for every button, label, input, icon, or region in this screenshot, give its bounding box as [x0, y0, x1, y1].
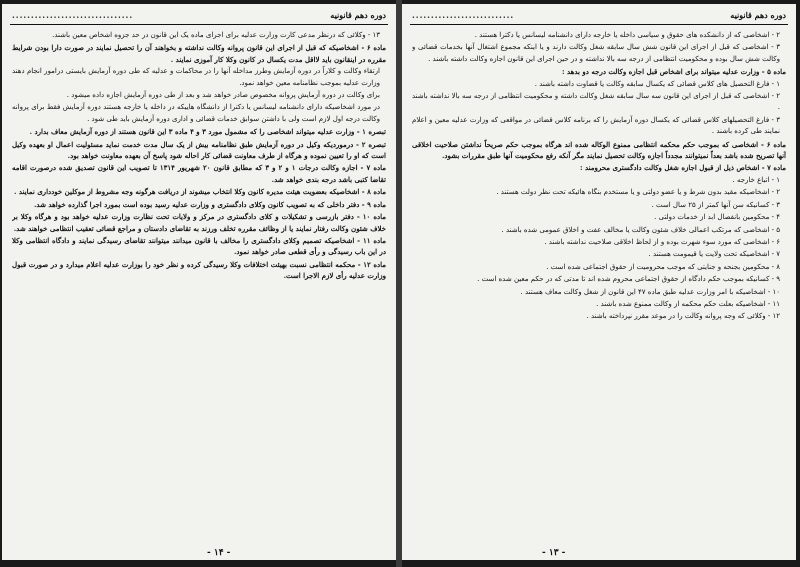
paragraph: ۱ - فارغ التحصیل های کلاس قضائی که یکسال سابقه وکالت یا قضاوت داشته باشند . [534, 79, 780, 88]
paragraph: ماده ۵ - وزارت عدلیه میتواند برای اشخاص قبل اجازه وکالت درجه دو بدهد : [561, 67, 786, 77]
paragraph: ماده ۷ - اشخاص ذیل از قبول اجازه شغل وکالت دادگستری محرومند : [579, 163, 786, 173]
right-page-body [412, 30, 786, 546]
paragraph: ماده ۱۲ - محکمه انتظامی نسبت بهیئت اختلافات وکلا رسیدگی کرده و نظر خود را بوزارت عدلیه اعلام میدارد و در صورت قبول وزارت عدلیه رأی لازم الاجرا است. [12, 259, 386, 281]
paragraph: ۲ - اشخاصیکه مقید بدون شرط و یا عضو دولتی و یا مستخدم بنگاه هائیکه تحت نظر دولت هستند . [496, 188, 780, 197]
left-header-leader: ................................ [12, 10, 134, 20]
paragraph: ۳ - فارغ التحصیلهای کلاس قضائی که یکسال دوره آزمایش را که برنامه کلاس قضائی در مواقعی که وزارت عدلیه معین و اعلام نمایند طی کرده باشند . [412, 115, 780, 136]
right-running-header [412, 10, 786, 24]
paragraph: ماده ۶ - اشخاصی که بموجب حکم محکمه انتظامی ممنوع الوکاله شده اند هرگاه بموجب حکم صریحاً نداشتن صلاحیت اخلاقی آنها تصریح شده باشد بعداً نمیتوانند مجدداً اجازه وکالت تحصیل نمایند مگر آنکه رفع محکومیت آنها طبق مقررات بشود. [412, 139, 786, 161]
paragraph: ۵ - اشخاصی که مرتکب اعمالی خلاف شئون وکالت یا مخالف عفت و اخلاق عمومی شده باشند . [501, 225, 780, 234]
right-page [402, 4, 796, 560]
left-header-rule [10, 24, 388, 25]
paragraph: برای وکالت در دوره آزمایش پروانه مخصوص صادر خواهد شد و بعد از طی دوره آزمایش اجازه داده میشود . [66, 91, 380, 100]
paragraph: ۳ - اشخاصی که قبل از اجرای این قانون شش سال سابقه شغل وکالت دارند و یا اینکه مجموع اشتغال آنها بخدمات قضائی و وکالت شش سال بوده و محکومیت انتظامی از درجه سه بالا نداشته و در حین اجرای این قانون اجازه وکالت داشته باشند . [412, 43, 780, 63]
right-header-rule [410, 24, 788, 25]
paragraph: ماده ۸ - اشخاصیکه بعضویت هیئت مدیره کانون وکلا انتخاب میشوند از دریافت هرگونه وجه مشروط از موکلین خودداری نمایند . [14, 187, 386, 197]
paragraph: در مورد اشخاصیکه دارای دانشنامه لیسانس یا دکترا از دانشگاه هاییکه در داخله یا خارجه هستند دوره آزمایش فقط برای پروانه وکالت درجه اول لازم است ولی با داشتن سوابق خدمات قضائی و اداری دوره آزمایش باید طی شود . [12, 103, 380, 123]
paragraph: ۲ - اشخاصی که قبل از اجرای این قانون سه سال سابقه شغل وکالت داشته و محکومیت انتظامی از درجه سه بالا نداشته باشند . [412, 92, 780, 112]
right-page-number: - ۱۳ - [542, 548, 566, 558]
right-header-leader: ........................... [412, 10, 515, 20]
left-page [2, 4, 396, 560]
paragraph: ۲ - اشخاصی که از دانشکده های حقوق و سیاسی داخله یا خارجه دارای دانشنامه لیسانس یا دکترا هستند . [474, 31, 780, 39]
paragraph: ماده ۷ - اجازه وکالت درجات ۱ و ۲ و ۳ که مطابق قانون ۲۰ شهریور ۱۳۱۴ تا تصویب این قانون تصدیق شده درصورت اقامه تقاضا کتبی باشد درجه بندی خواهد شد. [12, 163, 386, 184]
paragraph: ماده ۹ - دفتر داخلی که به تصویب کانون وکلای دادگستری و وزارت عدلیه رسید بوده است بمورد اجرا گذارده خواهد شد. [34, 199, 386, 209]
left-page-body [12, 30, 386, 546]
paragraph: ۱۱ - اشخاصیکه بعلت حکم محکمه از وکالت ممنوع شده باشند . [596, 299, 780, 308]
left-page-number: - ۱۴ - [207, 548, 231, 558]
right-header-title: دوره دهم قانونیه [730, 10, 786, 20]
paragraph: ۱۳ - وکلائی که درنظر مدعی کارت وزارت عدلیه برای اجرای ماده یک این قانون در حد جزوه اشخاص معین باشند. [52, 31, 380, 39]
paragraph: تبصره ۱ - وزارت عدلیه میتواند اشخاصی را که مشمول مورد ۳ و ۴ ماده ۳ این قانون هستند از دوره آزمایش معاف بدارد . [29, 127, 386, 137]
left-header-title: دوره دهم قانونیه [330, 10, 386, 20]
paragraph: ۹ - کسانیکه بموجب حکم دادگاه از حقوق اجتماعی محروم شده اند تا مدتی که در حکم معین شده است . [477, 275, 780, 284]
paragraph: تبصره ۲ - درموردیکه وکیل در دوره آزمایش طبق نظامنامه بیش از یک سال مدت خدمت نماید مسئولیت اعمال او بعهده وکیل است که او را تعیین نموده و هرگاه از طرف معاونت قضائی کار احاله شود پاسخ آن بعهده معاونت خواهد بود. [12, 139, 386, 161]
paragraph: ماده ۱۰ - دفتر بازرسی و تشکیلات و کلای دادگستری در مرکز و ولایات تحت نظارت وزارت عدلیه خواهد بود و هرگاه وکلا بر خلاف شئون وکالت رفتار نمایند یا از وظائف مقرره تخلف ورزند به تقاضای دادستان و مراجع قضائی تعقیب انتظامی خواهند شد. [12, 212, 386, 233]
paragraph: ۴ - محکومین بانفصال ابد از خدمات دولتی . [654, 213, 780, 222]
left-running-header [12, 10, 386, 24]
paragraph: ۸ - محکومین بجنحه و جنایتی که موجب محرومیت از حقوق اجتماعی شده است . [546, 262, 780, 271]
paragraph: ۱ - اتباع خارجه . [732, 175, 780, 184]
paragraph: ۳ - کسانیکه سن آنها کمتر از ۲۵ سال است . [651, 200, 780, 209]
paragraph: ماده ۱۱ - اشخاصیکه تصمیم وکلای دادگستری را مخالف با قانون میدانند میتوانند تقاضای رسیدگی نمایند و دادگاه انتظامی وکلا در این باب رسیدگی و رأی قطعی صادر خواهد نمود. [12, 235, 386, 257]
paragraph: ۱۲ - وکلائی که وجه پروانه وکالت را در موعد مقرر نپرداخته باشند . [586, 312, 780, 321]
paragraph: ۱۰ - اشخاصیکه با امر وزارت عدلیه طبق ماده ۴۷ این قانون از شغل وکالت معاف هستند . [520, 287, 780, 296]
paragraph: ۷ - اشخاصیکه تحت ولایت یا قیمومت هستند . [648, 250, 780, 259]
paragraph: ۶ - اشخاصی که مورد سوء شهرت بوده و از لحاظ اخلاقی صلاحیت نداشته باشند . [544, 237, 780, 246]
paragraph: ارتقاء وکالت و کلاراً در دوره آزمایش وطرز مداخله آنها را در محاکمات و عدلیه که طی دوره آزمایش بایستی درامور انجام دهند وزارت عدلیه بموجب نظامنامه معین خواهد نمود. [12, 67, 380, 87]
paragraph: ماده ۶ - اشخاصیکه که قبل از اجرای این قانون پروانه وکالت نداشته و بخواهند آن را تحصیل نمایند در صورت دارا بودن شرایط مقرره در اینقانون باید لااقل مدت یکسال در کانون وکلا کار آموزی نمایند . [12, 43, 386, 64]
